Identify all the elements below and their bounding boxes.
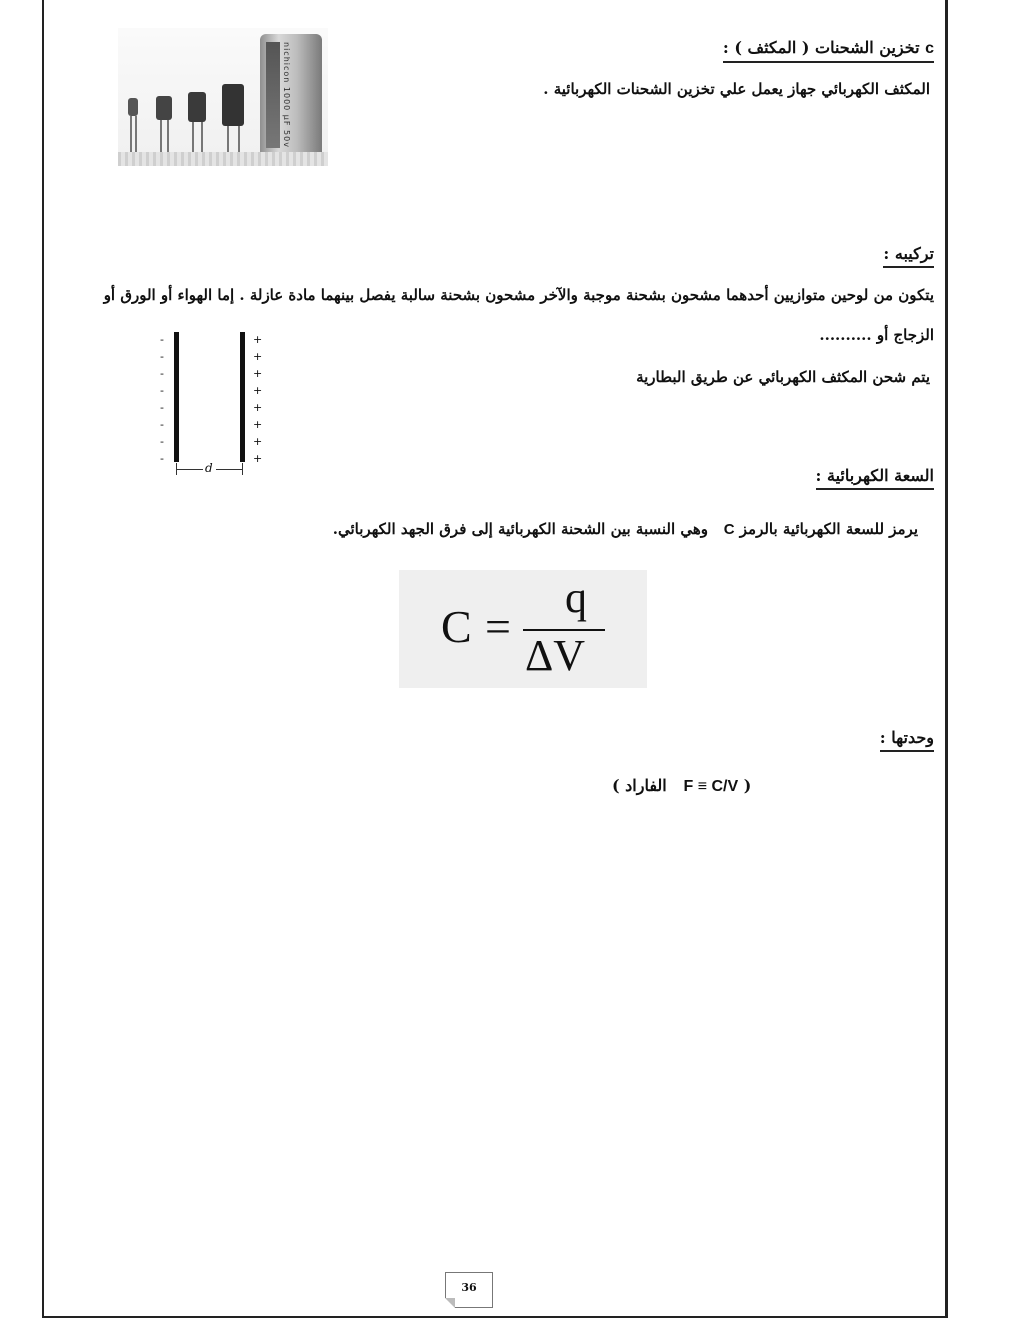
- unit-heading: وحدتها :: [880, 728, 934, 752]
- page-number-text: 36: [461, 1281, 477, 1294]
- negative-charge-sign: -: [160, 401, 164, 414]
- unit-expression: [612, 776, 751, 796]
- positive-charge-sign: +: [253, 418, 263, 431]
- capacitance-sentence-part-1: يرمز للسعة الكهربائية بالرمز: [739, 520, 918, 538]
- negative-charge-sign: -: [160, 435, 164, 448]
- capacitance-symbol: C: [723, 521, 735, 538]
- capacitance-sentence-part-2: وهي النسبة بين الشحنة الكهربائية إلى فرق الجهد الكهربائي.: [332, 520, 709, 538]
- capacitor-definition: المكثف الكهربائي جهاز يعمل علي تخزين الشحنات الكهربائية .: [543, 80, 930, 98]
- negative-charge-sign: -: [160, 452, 164, 465]
- unit-open-paren: (: [612, 776, 620, 795]
- capacitance-formula: [399, 570, 647, 688]
- formula-numerator: q: [565, 573, 587, 622]
- composition-heading: تركيبه :: [883, 244, 934, 268]
- parallel-plates-diagram: [150, 324, 270, 484]
- unit-formula: F ≡ C/V: [683, 778, 739, 795]
- negative-charge-sign: -: [160, 333, 164, 346]
- capacitor-label: nichicon 1000 µF 50v: [282, 42, 291, 148]
- composition-line-2: الزجاج أو ..........: [819, 326, 934, 344]
- charging-sentence: يتم شحن المكثف الكهربائي عن طريق البطارية: [636, 368, 930, 386]
- section-title: [723, 38, 934, 63]
- positive-charge-sign: +: [253, 452, 263, 465]
- capacitance-sentence: [333, 520, 918, 538]
- capacitors-photo: [118, 28, 328, 166]
- section-title-text: تخزين الشحنات ( المكثف ) :: [722, 38, 920, 57]
- page-number: [445, 1272, 493, 1308]
- formula-lhs: C: [441, 601, 472, 652]
- formula-denominator: ΔV: [525, 631, 586, 680]
- composition-line-1: يتكون من لوحين متوازيين أحدهما مشحون بشحنة موجبة والآخر مشحون بشحنة سالبة يفصل بينهما مادة عازلة . إما الهواء أو الورق أو: [103, 286, 934, 304]
- positive-charge-sign: +: [253, 435, 263, 448]
- unit-name: الفاراد: [625, 776, 667, 795]
- positive-charge-sign: +: [253, 367, 263, 380]
- negative-charge-sign: -: [160, 418, 164, 431]
- negative-charge-sign: -: [160, 367, 164, 380]
- distance-label: d: [205, 461, 213, 475]
- positive-charge-sign: +: [253, 333, 263, 346]
- section-marker: c: [925, 40, 934, 57]
- capacitance-heading: السعة الكهربائية :: [816, 466, 934, 490]
- negative-charge-sign: -: [160, 350, 164, 363]
- negative-plate: [174, 332, 179, 462]
- positive-plate: [240, 332, 245, 462]
- positive-charge-sign: +: [253, 384, 263, 397]
- negative-charge-sign: -: [160, 384, 164, 397]
- unit-close-paren: ): [743, 776, 752, 795]
- large-capacitor: [260, 34, 322, 156]
- positive-charge-sign: +: [253, 350, 263, 363]
- positive-charge-sign: +: [253, 401, 263, 414]
- formula-equals: =: [485, 601, 511, 652]
